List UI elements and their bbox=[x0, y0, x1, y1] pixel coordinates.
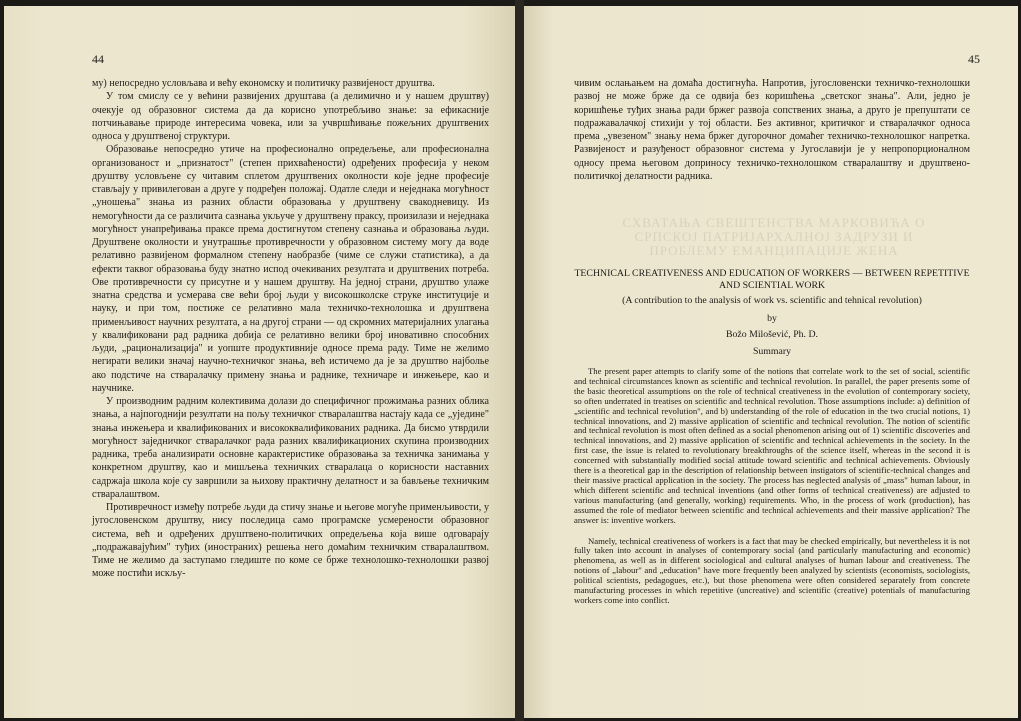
summary-paragraph: Namely, technical creativeness of workers is a fact that may be checked empirically, but nevertheless it is not fully taken into account in analyses of contemporary social (and particularly manufacturing and economic) phenomena, as well as in different sociological and cultural analyses of human labour and creativeness. The notions of „labour" and „education" have more frequently been analyzed by scientists (economists, sociologists, political scientists, pedagogues, etc.), but those phenomena were often considered separately from concrete manufacturing processes in which repetitive (uncreative) and scientific (creative) potentials of manufacturing workers come into conflict. bbox=[574, 535, 970, 605]
left-paragraph: У том смислу се у већини развијених друштава (а делимично и у нашем друштву) очекује од образовног система да да корисно употребљиво знање: за ефикасније потчињавање природе интересима човека, или за учвршћивање пожељних друштвених односа у друштвеној структури. bbox=[92, 91, 489, 142]
summary-heading: Summary bbox=[752, 346, 792, 357]
bleed-through-text: СХВАТАЊА СВЕШТЕНСТВА МАРКОВИЋА О СРПСКОЈ ПАТРИЈАРХАЛНОЈ ЗАДРУЗИ И ПРОБЛЕМУ ЕМАНЦИПАЦИЈЕ ЖЕНА bbox=[622, 215, 926, 258]
right-page-continuation bbox=[574, 77, 970, 183]
author-name: Božo Milošević, Ph. D. bbox=[726, 329, 818, 340]
summary-body bbox=[574, 367, 970, 617]
summary-paragraph: The present paper attempts to clarify some of the notions that correlate work to the set of social, scientific and technical circumstances known as scientific and technical revolution. In parallel, the paper presents some of the basic theoretical assumptions on the role of technical creativeness in the evolution of contemporary society, so often underrated in treatises on scientific and technical revolution. Those assumptions include: a) definition of „scientific and technical revolution", and b) understanding of the role of education in the two crucial notions, 1) technical innovations, and 2) massive application of scientific and technical revolution. The notion of scientific and technical revolution is most often defined as a social phenomenon arising out of 1) scientific discoveries and technical innovations, and 2) massive application of scientific and technical achievements in the society. In the first case, the issue is related to revolutionary breakthroughs of the science itself, whereas in the second it is concerned with substantially modified social attitude toward scientific and technical achievements. Obviously there is a theoretical gap in the description of relationship between instigators of scientific-technical changes and their massive practical application in the society. The process has neglected analysis of „mass" human labour, in which different scientific and technical inventions (and other forms of technical creativeness) are adjusted to various manufacturing (and generally, working) requirements. Who, in the process of work (production), has assumed the role of mediator between scientific and technical achievements and their massive application? The answer is: inventive workers. bbox=[574, 366, 970, 525]
right-paragraph: чивим ослањањем на домаћа достигнућа. Напротив, југословенски техничко-технолошки развој не може брже да се одвија без коришћења „светског знања". Али, једно је коришћење туђих знања ради бржег развоја сопствених знања, а друго је препуштати се подражавалачкој стихији у тој области. Без активног, критичког и стваралачког односа према „увезеном" знању нема бржег дугорочног домаћег техничко-технолошког напретка. Развијеност и разуђеност образовног система у Југославији је у непропорционалном односу према његовом доприносу техничко-технолошком стваралаштву и друштвено-политичкој делатности радника. bbox=[574, 78, 970, 182]
left-paragraph: Образовање непосредно утиче на професионално опредељење, али професионална организованост и „признатост" (степен прихваћености) одређених професија у неком друштву условљене су читавим сплетом друштвених околности које једне професије стављају у привилегован а друге у подређен положај. Одатле следи и неједнака могућност „уношења" знања из разних области образовања у друштвену свакодневицу. Из немогућности да се различита сазнања укључе у друштвену праксу, произилази и неједнака могућност унапређивања праксе према достигнутом степену сазнања и образовања људи. Друштвене околности и унутрашње противречности у образовном систему могу да воде релативно развијеном формалном степену наобразбе (чиме се служи статистика), а да ефекти таквог образовања буду знатно испод очекиваних резултата и друштвених потреба. Ове противречности су присутне и у нашем друштву. На једној страни, друштво улаже знатна средства и усмерава све већи број људи у високошколске струке институције и науку, и при том, постиже се релативно мала техничко-технолошка и друштвена применљивост научних резултата, а на другој страни — од скромних материјалних улагања у квалификовани рад радника добија се релативно велики број иновативно способних људи, „рационализација" и уопште продуктивније односе према раду. Тиме не желимо негирати велики значај научно-техничког знања, већ истичемо да је за друштво најболье ако подстиче на стваралачку примену знања и раднике, техничаре и инжењере, као и научнике. bbox=[92, 144, 489, 394]
by-line: by bbox=[767, 313, 777, 324]
left-paragraph: му) непосредно условљава и већу економску и политичку развијеност друштва. bbox=[92, 78, 435, 89]
left-paragraph: Противречност између потребе људи да стичу знање и његове могуће применљивости, у југословенском друштву, нису последица само програмске усмерености образовног система, већ и одређених друштвено-политичких опредељења која више одговарају „подражавајућим" туђих (иностраних) решења него домаћим техничким стваралаштвом. Тиме не желимо да заступамо гледиште по коме се брже технолошко-технолошки развој може постићи искљу- bbox=[92, 502, 489, 580]
english-subtitle: (A contribution to the analysis of work vs. scientific and tehnical revolution) bbox=[622, 295, 922, 306]
left-page-body bbox=[92, 77, 489, 581]
right-page bbox=[524, 6, 1018, 718]
page-number-right: 45 bbox=[968, 52, 980, 66]
page-number-left: 44 bbox=[92, 52, 104, 66]
english-title: TECHNICAL CREATIVENESS AND EDUCATION OF WORKERS — BETWEEN REPETITIVE AND SCIENTIAL WORK bbox=[574, 268, 970, 291]
book-gutter bbox=[515, 0, 524, 721]
left-paragraph: У производним радним колективима долази до специфичног прожимања разних облика знања, а најпогоднији резултати на пољу техничког стваралаштва настају када се „уједине" знања инжењера и квалификованих и висококвалификованих радника. Да бисмо утврдили могућност заједничког стваралачког рада разних квалификационих скупина производних радника, треба анализирати основне карактеристике образовања за техничка занимања у конкретном друштву, као и мишљења техничких стваралаца о корисности наставних садржаја школа које су завршили за њихову практичну делатност и за бављење техничким стваралаштвом. bbox=[92, 396, 489, 500]
left-page bbox=[4, 6, 515, 718]
